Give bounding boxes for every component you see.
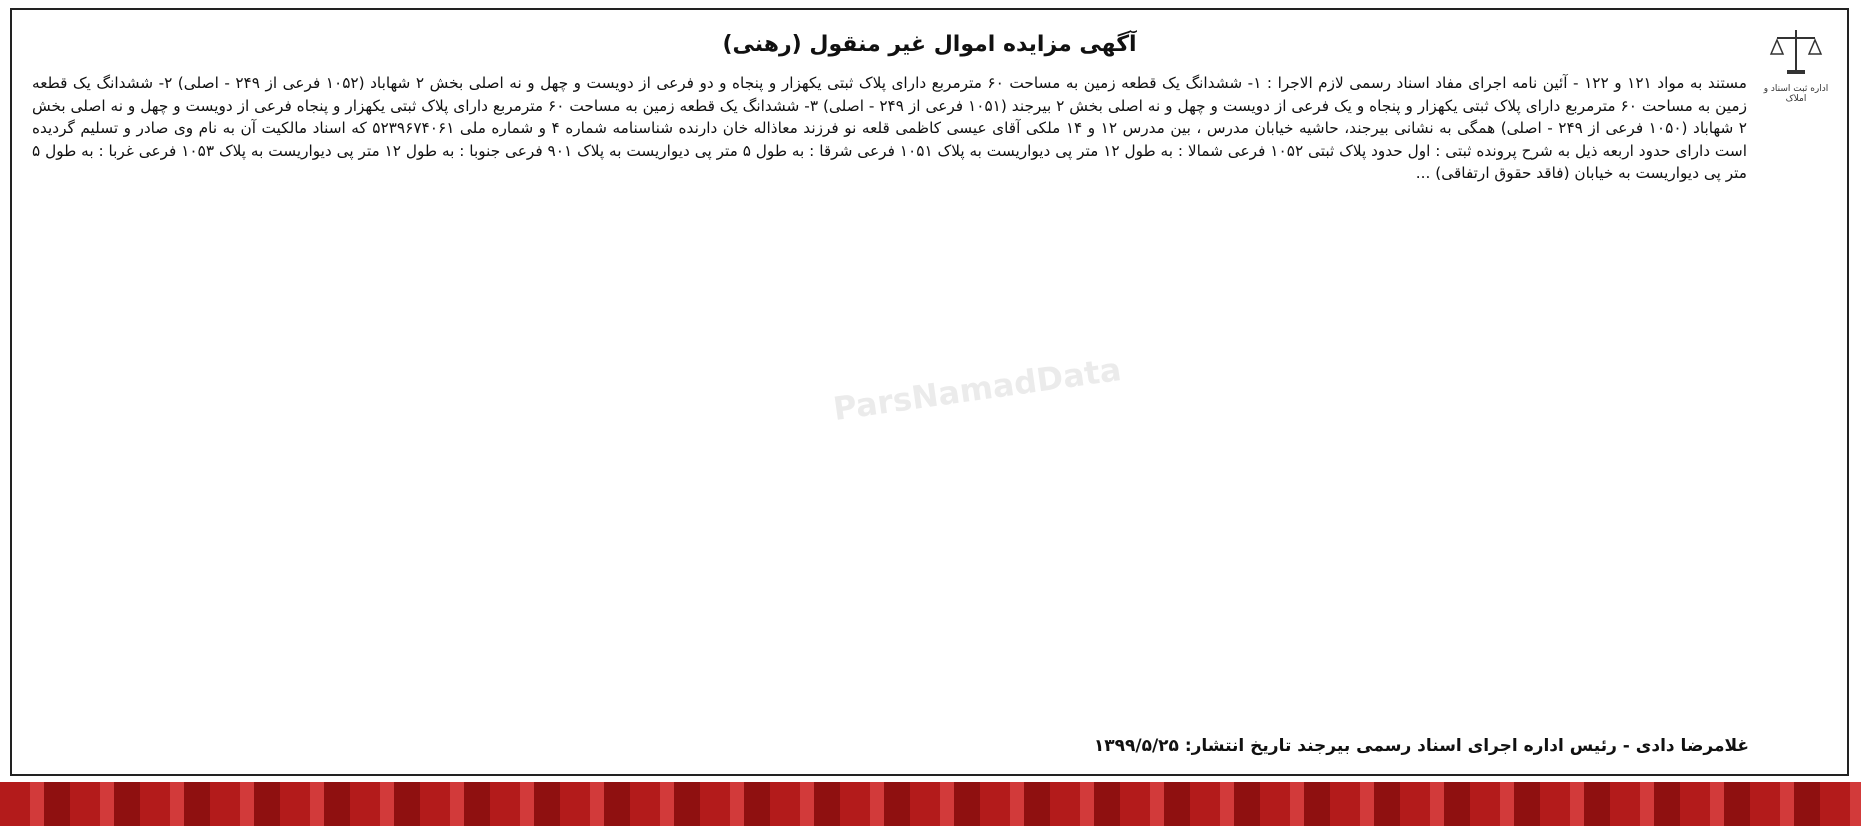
signature: غلامرضا دادی - رئیس اداره اجرای اسناد رسمی بیرجند bbox=[1297, 736, 1749, 756]
notice-title: آگهی مزایده اموال غیر منقول (رهنی) bbox=[722, 32, 1137, 57]
decorative-band bbox=[0, 782, 1861, 826]
logo-caption: اداره ثبت اسناد و املاک bbox=[1763, 84, 1829, 104]
notice-footer bbox=[32, 736, 1749, 756]
publish-date: تاریخ انتشار: ۱۳۹۹/۵/۲۵ bbox=[1093, 736, 1292, 756]
notice-paragraph: مستند به مواد ۱۲۱ و ۱۲۲ - آئین نامه اجرای مفاد اسناد رسمی لازم الاجرا : ۱- ششدانگ یک قطعه زمین به مساحت ۶۰ مترمربع دارای پلاک ثبتی یکهزار و پنجاه و دو فرعی از دویست و چهل و نه اصلی بخش ۲ شهاباد (۱۰۵۲ فرعی از ۲۴۹ - اصلی) ۲- ششدانگ یک قطعه زمین به مساحت ۶۰ مترمربع دارای پلاک ثبتی یکهزار و پنجاه و یک فرعی از دویست و چهل و نه اصلی بخش ۲ بیرجند (۱۰۵۱ فرعی از ۲۴۹ - اصلی) ۳- ششدانگ یک قطعه زمین به مساحت ۶۰ مترمربع دارای پلاک ثبتی یکهزار و پنجاه فرعی از دویست و چهل و نه اصلی بخش ۲ شهاباد (۱۰۵۰ فرعی از ۲۴۹ - اصلی) همگی به نشانی بیرجند، حاشیه خیابان مدرس ، بین مدرس ۱۲ و ۱۴ ملکی آقای عیسی کاظمی قلعه نو فرزند معاذاله خان دارنده شناسنامه شماره ۴ و شماره ملی ۵۲۳۹۶۷۴۰۶۱ که اسناد مالکیت آن به نام وی صادر و تسلیم گردیده است دارای حدود اربعه ذیل به شرح پرونده ثبتی : اول حدود پلاک ثبتی ۱۰۵۲ فرعی شمالا : به طول ۱۲ متر پی دیواریست به پلاک ۱۰۵۱ فرعی شرقا : به طول ۵ متر پی دیواریست به پلاک ۹۰۱ فرعی جنوبا : به طول ۱۲ متر پی دیواریست به پلاک ۱۰۵۳ فرعی غربا : به طول ۵ متر پی دیواریست به خیابان (فاقد حقوق ارتفاقی) ... bbox=[32, 74, 1747, 183]
notice-body bbox=[32, 72, 1747, 185]
watermark: ParsNamadData bbox=[830, 349, 1124, 429]
notice-frame bbox=[10, 8, 1849, 776]
